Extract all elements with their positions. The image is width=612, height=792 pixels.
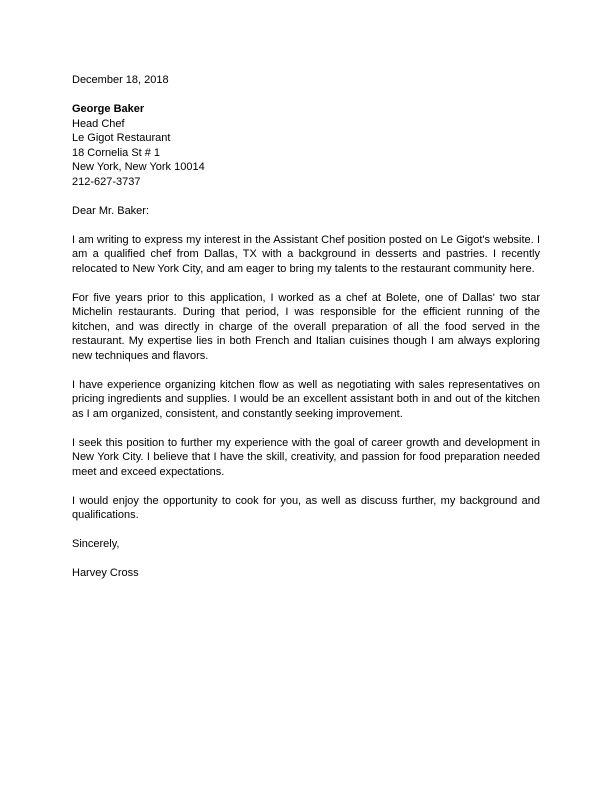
recipient-name: George Baker <box>72 103 145 115</box>
recipient-block <box>72 102 540 189</box>
recipient-phone: 212-627-3737 <box>72 175 141 188</box>
closing: Sincerely, <box>72 538 120 550</box>
cover-letter <box>72 73 540 595</box>
body-paragraph-3: I have experience organizing kitchen flow as well as negotiating with sales representatives on pricing ingredients and supplies. I would be an excellent assistant both in and out of the kitchen as I am organized, consistent, and constantly seeking improvement. <box>72 378 540 420</box>
recipient-address-street: 18 Cornelia St # 1 <box>72 146 161 159</box>
letter-date: December 18, 2018 <box>72 74 169 86</box>
recipient-address-city: New York, New York 10014 <box>72 161 205 173</box>
salutation: Dear Mr. Baker: <box>72 204 150 217</box>
signature-name: Harvey Cross <box>72 567 139 579</box>
body-paragraph-4: I seek this position to further my experience with the goal of career growth and development in New York City. I believe that I have the skill, creativity, and passion for food preparation needed meet and exceed expectations. <box>72 436 540 478</box>
body-paragraph-1: I am writing to express my interest in the Assistant Chef position posted on Le Gigot's website. I am a qualified chef from Dallas, TX with a background in desserts and pastries. I recently relocated to New York City, and am eager to bring my talents to the restaurant community here. <box>72 233 540 275</box>
body-paragraph-5: I would enjoy the opportunity to cook for you, as well as discuss further, my background and qualifications. <box>72 494 540 521</box>
recipient-title: Head Chef <box>72 117 125 130</box>
body-paragraph-2: For five years prior to this application, I worked as a chef at Bolete, one of Dallas' two star Michelin restaurants. During that period, I was responsible for the efficient running of the kitchen, and was directly in charge of the overall preparation of all the food served in the restaurant. My expertise lies in both French and Italian cuisines though I am always exploring new techniques and flavors. <box>72 291 540 362</box>
recipient-company: Le Gigot Restaurant <box>72 132 171 144</box>
